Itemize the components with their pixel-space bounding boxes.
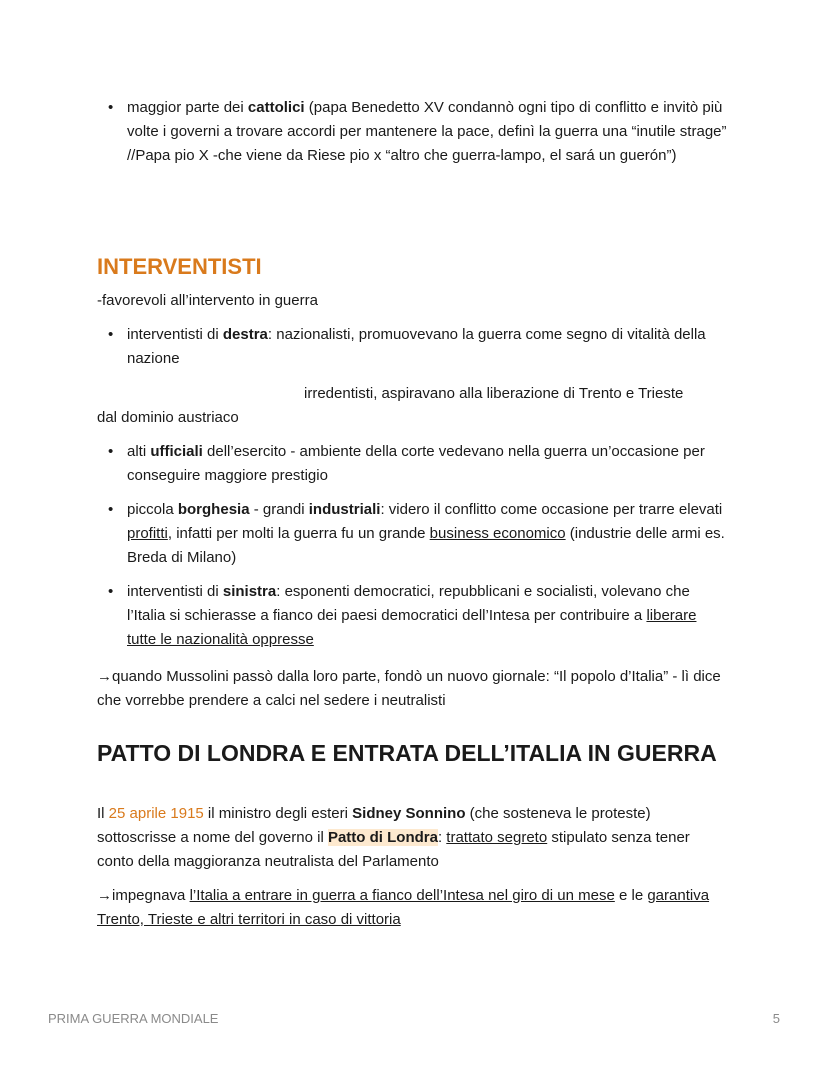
- text: maggior parte dei: [127, 99, 248, 116]
- text: Il: [97, 805, 109, 822]
- impegno-paragraph: [97, 884, 717, 932]
- bullet-list-interventisti: [0, 440, 828, 652]
- heading-patto-di-londra: PATTO DI LONDRA E ENTRATA DELL’ITALIA IN GUERRA: [97, 740, 717, 766]
- bold-term: sinistra: [222, 583, 277, 600]
- text: stipulato senza tener conto della maggioranza neutralista del Parlamento: [97, 829, 690, 870]
- footer-title: PRIMA GUERRA MONDIALE: [48, 1011, 219, 1026]
- underlined-term: profitti: [127, 525, 168, 542]
- list-item-destra: [0, 323, 828, 371]
- underlined-term: business economico: [429, 525, 566, 542]
- list-item-cattolici: [0, 96, 828, 168]
- arrow-icon: →: [97, 887, 112, 904]
- irredentisti-line-continued: dal dominio austriaco: [97, 409, 239, 426]
- list-item-ufficiali: [0, 440, 828, 488]
- text: : nazionalisti, promuovevano la guerra come segno di vitalità della nazione: [127, 326, 706, 367]
- text: quando Mussolini passò dalla loro parte, fondò un nuovo giornale: “Il popolo d’Italia” - lì dice che vorrebbe prendere a calci nel sedere i neutralisti: [97, 668, 721, 709]
- underlined-term: l’Italia a entrare in guerra a fianco dell’Intesa nel giro di un mese: [189, 887, 615, 904]
- bold-term: cattolici: [247, 99, 305, 116]
- underlined-term: liberare tutte le nazionalità oppresse: [127, 607, 697, 648]
- text: : videro il conflitto come occasione per trarre elevati: [380, 501, 723, 518]
- list-item-sinistra: [0, 580, 828, 652]
- underlined-term: garantiva Trento, Trieste e altri territori in caso di vittoria: [97, 887, 710, 928]
- text: (che sosteneva le proteste) sottoscrisse a nome del governo il: [97, 805, 651, 846]
- bold-term: Sidney Sonnino: [352, 805, 466, 822]
- heading-interventisti: INTERVENTISTI: [97, 254, 262, 279]
- bold-term: industriali: [308, 501, 381, 518]
- bold-term: borghesia: [177, 501, 250, 518]
- intro-text: -favorevoli all’intervento in guerra: [97, 292, 318, 309]
- mussolini-paragraph: [97, 665, 737, 713]
- arrow-icon: →: [97, 668, 112, 685]
- bold-term: destra: [222, 326, 268, 343]
- text: :: [437, 829, 447, 846]
- text: il ministro degli esteri: [203, 805, 353, 822]
- text: , infatti per molti la guerra fu un grande: [167, 525, 430, 542]
- underlined-term: trattato segreto: [446, 829, 548, 846]
- text: impegnava: [112, 887, 190, 904]
- text: piccola: [127, 501, 178, 518]
- date-highlight: 25 aprile 1915: [108, 805, 204, 822]
- bullet-list-destra: [0, 323, 828, 371]
- highlighted-term: Patto di Londra: [327, 829, 438, 846]
- text: e le: [614, 887, 648, 904]
- text: dell’esercito - ambiente della corte vedevano nella guerra un’occasione per conseguire maggiore prestigio: [127, 443, 705, 484]
- text: interventisti di: [127, 326, 223, 343]
- text: interventisti di: [127, 583, 223, 600]
- patto-paragraph: [97, 802, 717, 874]
- text: (papa Benedetto XV condannò ogni tipo di conflitto e invitò più volte i governi a trovare accordi per mantenere la pace, definì la guerra una “inutile strage” //Papa pio X -che viene da Riese pio x “altro che guerra-lampo, el sará un guerón”): [127, 99, 727, 164]
- list-item-borghesia: [0, 498, 828, 570]
- irredentisti-line: irredentisti, aspiravano alla liberazione di Trento e Trieste: [304, 385, 684, 402]
- text: - grandi: [249, 501, 309, 518]
- text: : esponenti democratici, repubblicani e socialisti, volevano che l’Italia si schierasse a fianco dei paesi democratici dell’Intesa per contribuire a: [127, 583, 690, 624]
- bold-term: ufficiali: [150, 443, 203, 460]
- page-number: 5: [772, 1011, 780, 1026]
- text: alti: [127, 443, 151, 460]
- bullet-list-cattolici: [0, 96, 828, 168]
- text: (industrie delle armi es. Breda di Milano): [127, 525, 725, 566]
